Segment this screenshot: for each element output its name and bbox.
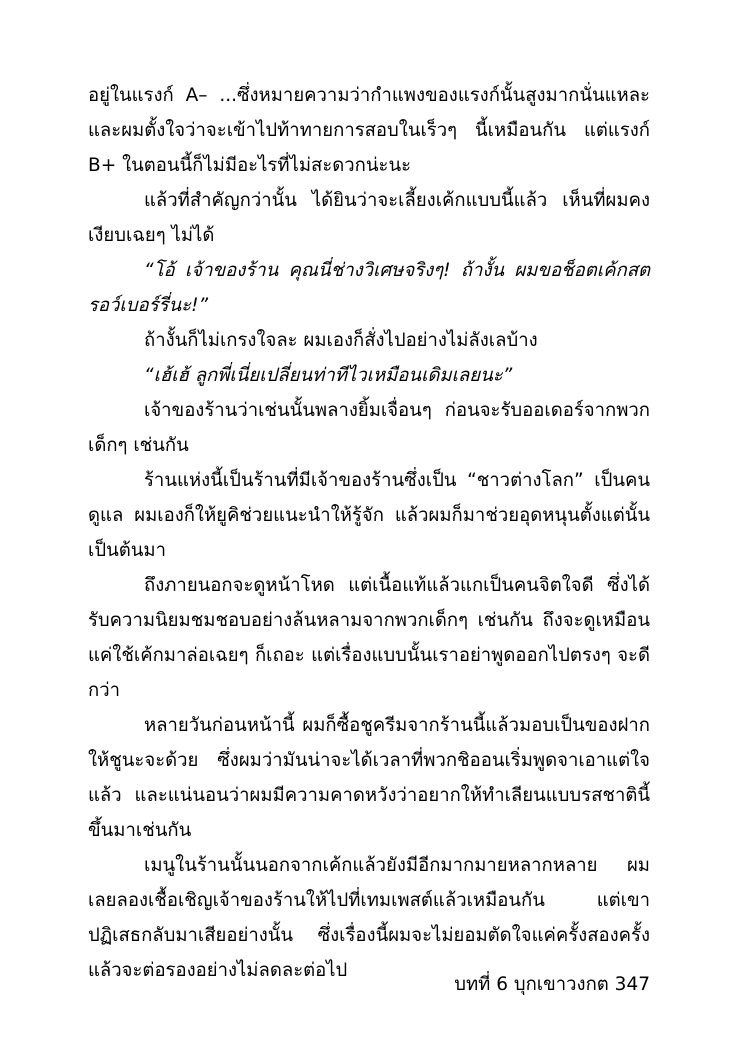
paragraph-dialogue: “เฮ้เฮ้ ลูกพี่เนี่ยเปลี่ยนท่าทีไวเหมือนเดิมเลยนะ” [144,365,513,386]
page-body [88,78,650,988]
page-footer: บทที่ 6 บุกเขาวงกต 347 [454,974,650,995]
paragraph: ถ้างั้นก็ไม่เกรงใจละ ผมเองก็สั่งไปอย่างไม่ลังเลบ้าง [144,330,538,351]
paragraph: เมนูในร้านนั้นนอกจากเค้กแล้วยังมีอีกมากมายหลากหลาย ผมเลยลองเชื้อเชิญเจ้าของร้านให้ไปที่เทมเพสต์แล้วเหมือนกัน แต่เขาปฏิเสธกลับมาเสียอย่างนั้น ซึ่งเรื่องนี้ผมจะไม่ยอมตัดใจแค่ครั้งสองครั้ง แล้วจะต่อรองอย่างไม่ลดละต่อไป [88,855,650,981]
paragraph: หลายวันก่อนหน้านี้ ผมก็ซื้อชูครีมจากร้านนี้แล้วมอบเป็นของฝากให้ชูนะจะด้วย ซึ่งผมว่ามันน่าจะได้เวลาที่พวกชิออนเริ่มพูดจาเอาแต่ใจแล้ว และแน่นอนว่าผมมีความคาดหวังว่าอยากให้ทำเลียนแบบรสชาตินี้ขึ้นมาเช่นกัน [88,715,650,841]
paragraph-dialogue: “โอ้ เจ้าของร้าน คุณนี่ช่างวิเศษจริงๆ! ถ้างั้น ผมขอช็อตเค้กสตรอว์เบอร์รี่นะ!” [88,260,650,316]
paragraph: อยู่ในแรงก์ A– ...ซึ่งหมายความว่ากำแพงของแรงก์นั้นสูงมากนั่นแหละ และผมตั้งใจว่าจะเข้าไปท้าทายการสอบในเร็วๆ นี้เหมือนกัน แต่แรงก์ B+ ในตอนนี้ก็ไม่มีอะไรที่ไม่สะดวกน่ะนะ [88,85,650,176]
paragraph: แล้วที่สำคัญกว่านั้น ได้ยินว่าจะเลี้ยงเค้กแบบนี้แล้ว เห็นที่ผมคงเงียบเฉยๆ ไม่ได้ [88,190,650,246]
paragraph: ถึงภายนอกจะดูหน้าโหด แต่เนื้อแท้แล้วแกเป็นคนจิตใจดี ซึ่งได้รับความนิยมชมชอบอย่างล้นหลามจากพวกเด็กๆ เช่นกัน ถึงจะดูเหมือนแค่ใช้เค้กมาล่อเฉยๆ ก็เถอะ แต่เรื่องแบบนั้นเราอย่าพูดออกไปตรงๆ จะดีกว่า [88,575,650,701]
paragraph: ร้านแห่งนี้เป็นร้านที่มีเจ้าของร้านซึ่งเป็น “ชาวต่างโลก” เป็นคนดูแล ผมเองก็ให้ยูคิช่วยแนะนำให้รู้จัก แล้วผมก็มาช่วยอุดหนุนตั้งแต่นั้นเป็นต้นมา [88,470,650,561]
paragraph: เจ้าของร้านว่าเช่นนั้นพลางยิ้มเจื่อนๆ ก่อนจะรับออเดอร์จากพวกเด็กๆ เช่นกัน [88,400,650,456]
